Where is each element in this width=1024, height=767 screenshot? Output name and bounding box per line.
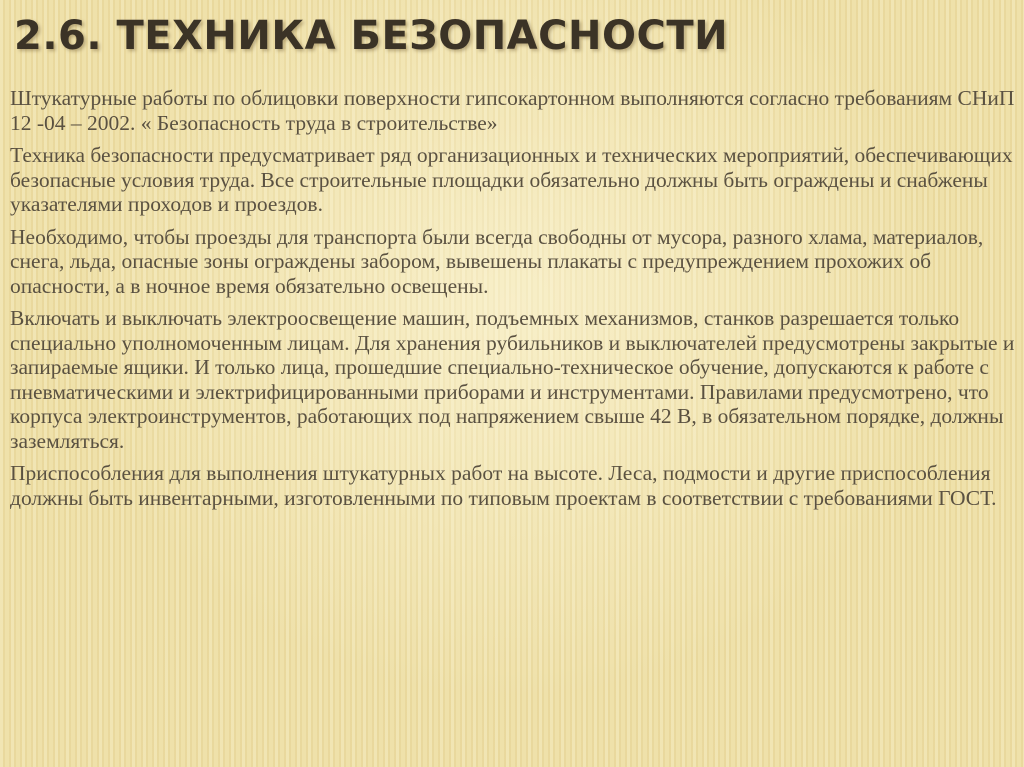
paragraph-transport-passages: Необходимо, чтобы проезды для транспорта были всегда свободны от мусора, разного хлама, материалов, снега, льда, опасные зоны ограждены забором, вывешены плакаты с предупреждением прохожих об опасности, а в ночное время обязательно освещены. (10, 224, 984, 298)
paragraph-regulations: Штукатурные работы по облицовки поверхности гипсокартонном выполняются согласно требованиям СНиП 12 -04 – 2002. « Безопасность труда в строительстве» (10, 86, 1015, 135)
paragraph-electrical-safety: Включать и выключать электроосвещение машин, подъемных механизмов, станков разрешается только специально уполномоченным лицам. Для хранения рубильников и выключателей предусмотрены закрытые и запираемые ящики. И только лица, прошедшие специально-техническое обучение, допускаются к работе с пневматическими и электрифицированными приборами и инструментами. Правилами предусмотрено, что корпуса электроинструментов, работающих под напряжением свыше 42 В, в обязательном порядке, должны заземляться. (10, 306, 1015, 453)
paragraph-height-work: Приспособления для выполнения штукатурных работ на высоте. Леса, подмости и другие приспособления должны быть инвентарными, изготовленными по типовым проектам в соответствии с требованиями ГОСТ. (10, 461, 997, 510)
slide-body (10, 86, 1016, 518)
paragraph-safety-measures: Техника безопасности предусматривает ряд организационных и технических мероприятий, обеспечивающих безопасные условия труда. Все строительные площадки обязательно должны быть ограждены и снабжены указателями проходов и проездов. (10, 143, 1013, 216)
slide-title: 2.6. ТЕХНИКА БЕЗОПАСНОСТИ (14, 13, 729, 59)
